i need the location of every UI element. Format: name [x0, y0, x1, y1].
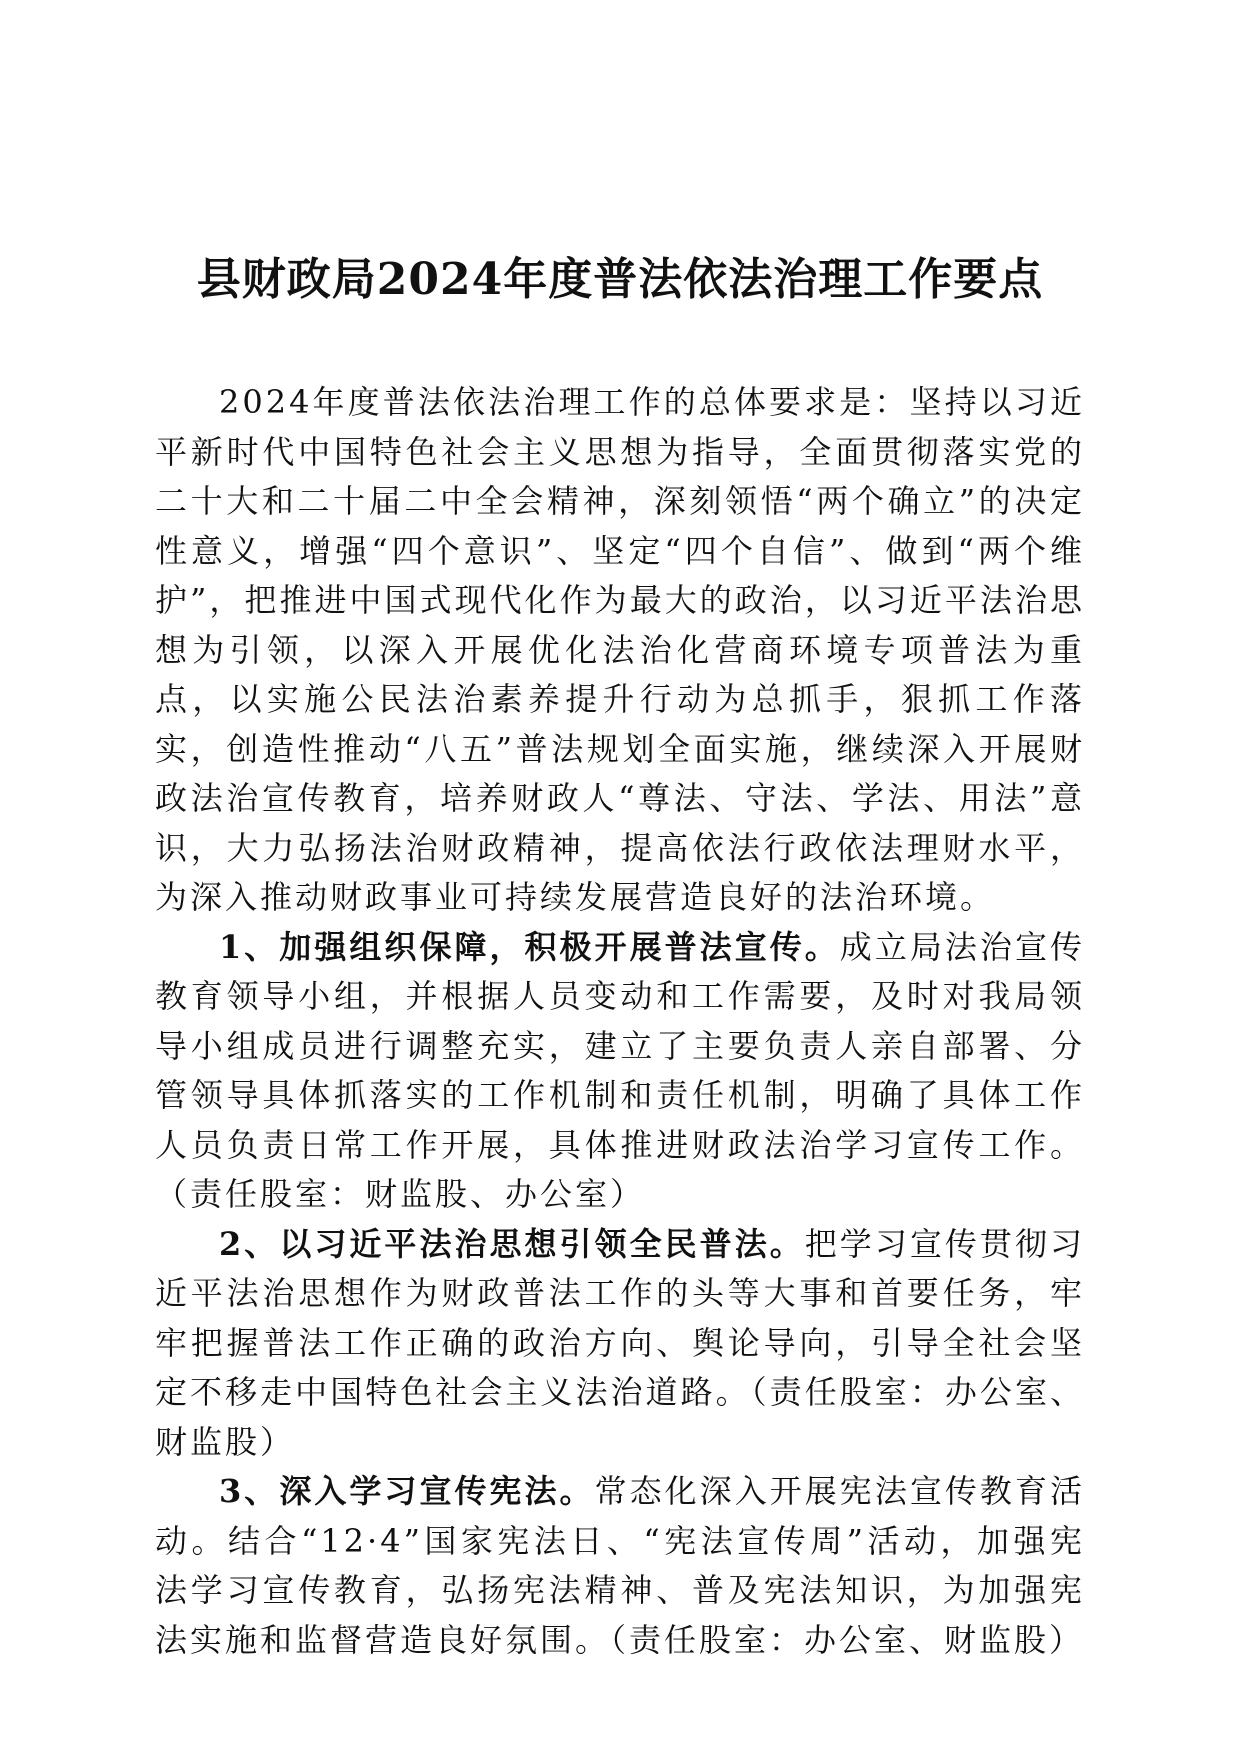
- paragraph-text: 把学习宣传贯彻习近平法治思想作为财政普法工作的头等大事和首要任务，牢牢把握普法工作正确的政治方向、舆论导向，引导全社会坚定不移走中国特色社会主义法治道路。（责任股室：办公室、财监股）: [155, 1224, 1085, 1461]
- section-paragraph-2: [155, 1220, 1085, 1468]
- section-heading-3: 3、深入学习宣传宪法。: [219, 1472, 595, 1510]
- intro-paragraph: [155, 378, 1085, 923]
- paragraph-text: 成立局法治宣传教育领导小组，并根据人员变动和工作需要，及时对我局领导小组成员进行调整充实，建立了主要负责人亲自部署、分管领导具体抓落实的工作机制和责任机制，明确了具体工作人员负责日常工作开展，具体推进财政法治学习宣传工作。（责任股室：财监股、办公室）: [155, 927, 1085, 1213]
- paragraph-text: 常态化深入开展宪法宣传教育活动。结合“12·4”国家宪法日、“宪法宣传周”活动，加强宪法学习宣传教育，弘扬宪法精神、普及宪法知识，为加强宪法实施和监督营造良好氛围。（责任股室：办公室、财监股）: [155, 1472, 1085, 1659]
- section-heading-1: 1、加强组织保障，积极开展普法宣传。: [219, 927, 840, 966]
- document-title: 县财政局2024年度普法依法治理工作要点: [196, 254, 1044, 305]
- document-body: [155, 378, 1085, 1665]
- section-heading-2: 2、以习近平法治思想引领全民普法。: [219, 1224, 805, 1263]
- paragraph-text: 2024年度普法依法治理工作的总体要求是：坚持以习近平新时代中国特色社会主义思想为指导，全面贯彻落实党的二十大和二十届二中全会精神，深刻领悟“两个确立”的决定性意义，增强“四个意识”、坚定“四个自信”、做到“两个维护”，把推进中国式现代化作为最大的政治，以习近平法治思想为引领，以深入开展优化法治化营商环境专项普法为重点，以实施公民法治素养提升行动为总抓手，狠抓工作落实，创造性推动“八五”普法规划全面实施，继续深入开展财政法治宣传教育，培养财政人“尊法、守法、学法、用法”意识，大力弘扬法治财政精神，提高依法行政依法理财水平，为深入推动财政事业可持续发展营造良好的法治环境。: [155, 383, 1085, 916]
- section-paragraph-3: [155, 1467, 1085, 1665]
- section-paragraph-1: [155, 923, 1085, 1220]
